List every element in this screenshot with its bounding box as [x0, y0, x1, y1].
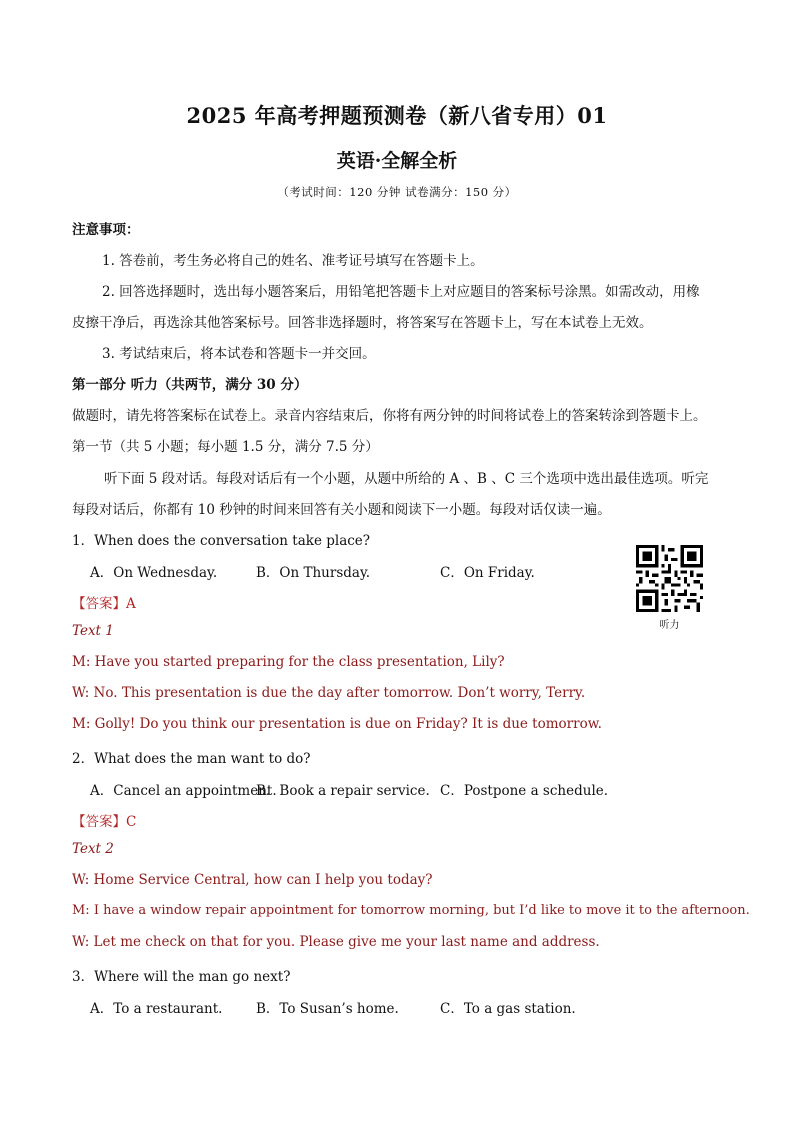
- text-2-line-1: W: Home Service Central, how can I help you today?: [72, 872, 433, 888]
- text-1-line-2: W: No. This presentation is due the day after tomorrow. Don’t worry, Terry.: [72, 685, 586, 701]
- question-1-option-b: B．On Thursday.: [256, 565, 371, 581]
- text-1-line-3: M: Golly! Do you think our presentation is due on Friday? It is due tomorrow.: [72, 716, 602, 732]
- text-1-line-1: M: Have you started preparing for the class presentation, Lily?: [72, 654, 505, 670]
- question-1-option-a: A．On Wednesday.: [90, 565, 218, 581]
- qr-code-icon[interactable]: [636, 545, 703, 612]
- section1-heading: 第一节（共 5 小题；每小题 1.5 分，满分 7.5 分）: [72, 439, 379, 455]
- question-3-option-b: B．To Susan’s home.: [256, 1001, 399, 1017]
- question-1-answer: 【答案】A: [72, 596, 136, 612]
- notice-item-2-line-2: 皮擦干净后，再选涂其他答案标号。回答非选择题时，将答案写在答题卡上，写在本试卷上无效。: [72, 315, 653, 331]
- qr-label: 听力: [659, 620, 680, 631]
- question-3-option-a: A．To a restaurant.: [90, 1001, 223, 1017]
- text-1-title: Text 1: [72, 623, 114, 639]
- question-2-answer: 【答案】C: [72, 814, 137, 830]
- notice-item-2-line-1: 2. 回答选择题时，选出每小题答案后，用铅笔把答题卡上对应题目的答案标号涂黑。如需改动，用橡: [102, 284, 700, 300]
- page-title: 2025 年高考押题预测卷（新八省专用）01: [186, 103, 608, 128]
- notice-item-1: 1. 答卷前，考生务必将自己的姓名、准考证号填写在答题卡上。: [102, 253, 484, 269]
- exam-meta: （考试时间：120 分钟 试卷满分：150 分）: [277, 185, 517, 199]
- text-2-line-3: W: Let me check on that for you. Please give me your last name and address.: [72, 934, 600, 950]
- page-subtitle: 英语·全解全析: [336, 150, 458, 172]
- notice-item-3: 3. 考试结束后，将本试卷和答题卡一并交回。: [102, 346, 376, 362]
- question-1-option-c: C．On Friday.: [440, 565, 535, 581]
- question-3-stem: 3．Where will the man go next?: [72, 969, 291, 985]
- text-2-line-2: M: I have a window repair appointment for tomorrow morning, but I’d like to move it to the afternoon.: [72, 903, 750, 918]
- part1-intro: 做题时，请先将答案标在试卷上。录音内容结束后，你将有两分钟的时间将试卷上的答案转涂到答题卡上。: [72, 408, 707, 424]
- question-1-stem: 1．When does the conversation take place?: [72, 533, 371, 549]
- directions-line-2: 每段对话后，你都有 10 秒钟的时间来回答有关小题和阅读下一小题。每段对话仅读一遍。: [72, 502, 611, 518]
- question-3-option-c: C．To a gas station.: [440, 1001, 576, 1017]
- part1-heading: 第一部分 听力（共两节，满分 30 分）: [72, 377, 308, 393]
- question-2-stem: 2．What does the man want to do?: [72, 751, 311, 767]
- directions-line-1: 听下面 5 段对话。每段对话后有一个小题，从题中所给的 A 、B 、C 三个选项中选出最佳选项。听完: [104, 471, 709, 487]
- question-2-option-c: C．Postpone a schedule.: [440, 783, 609, 799]
- text-2-title: Text 2: [72, 841, 114, 857]
- question-2-option-a: A．Cancel an appointment.: [90, 783, 277, 799]
- question-2-option-b: B．Book a repair service.: [256, 783, 430, 799]
- notice-heading: 注意事项：: [72, 222, 140, 238]
